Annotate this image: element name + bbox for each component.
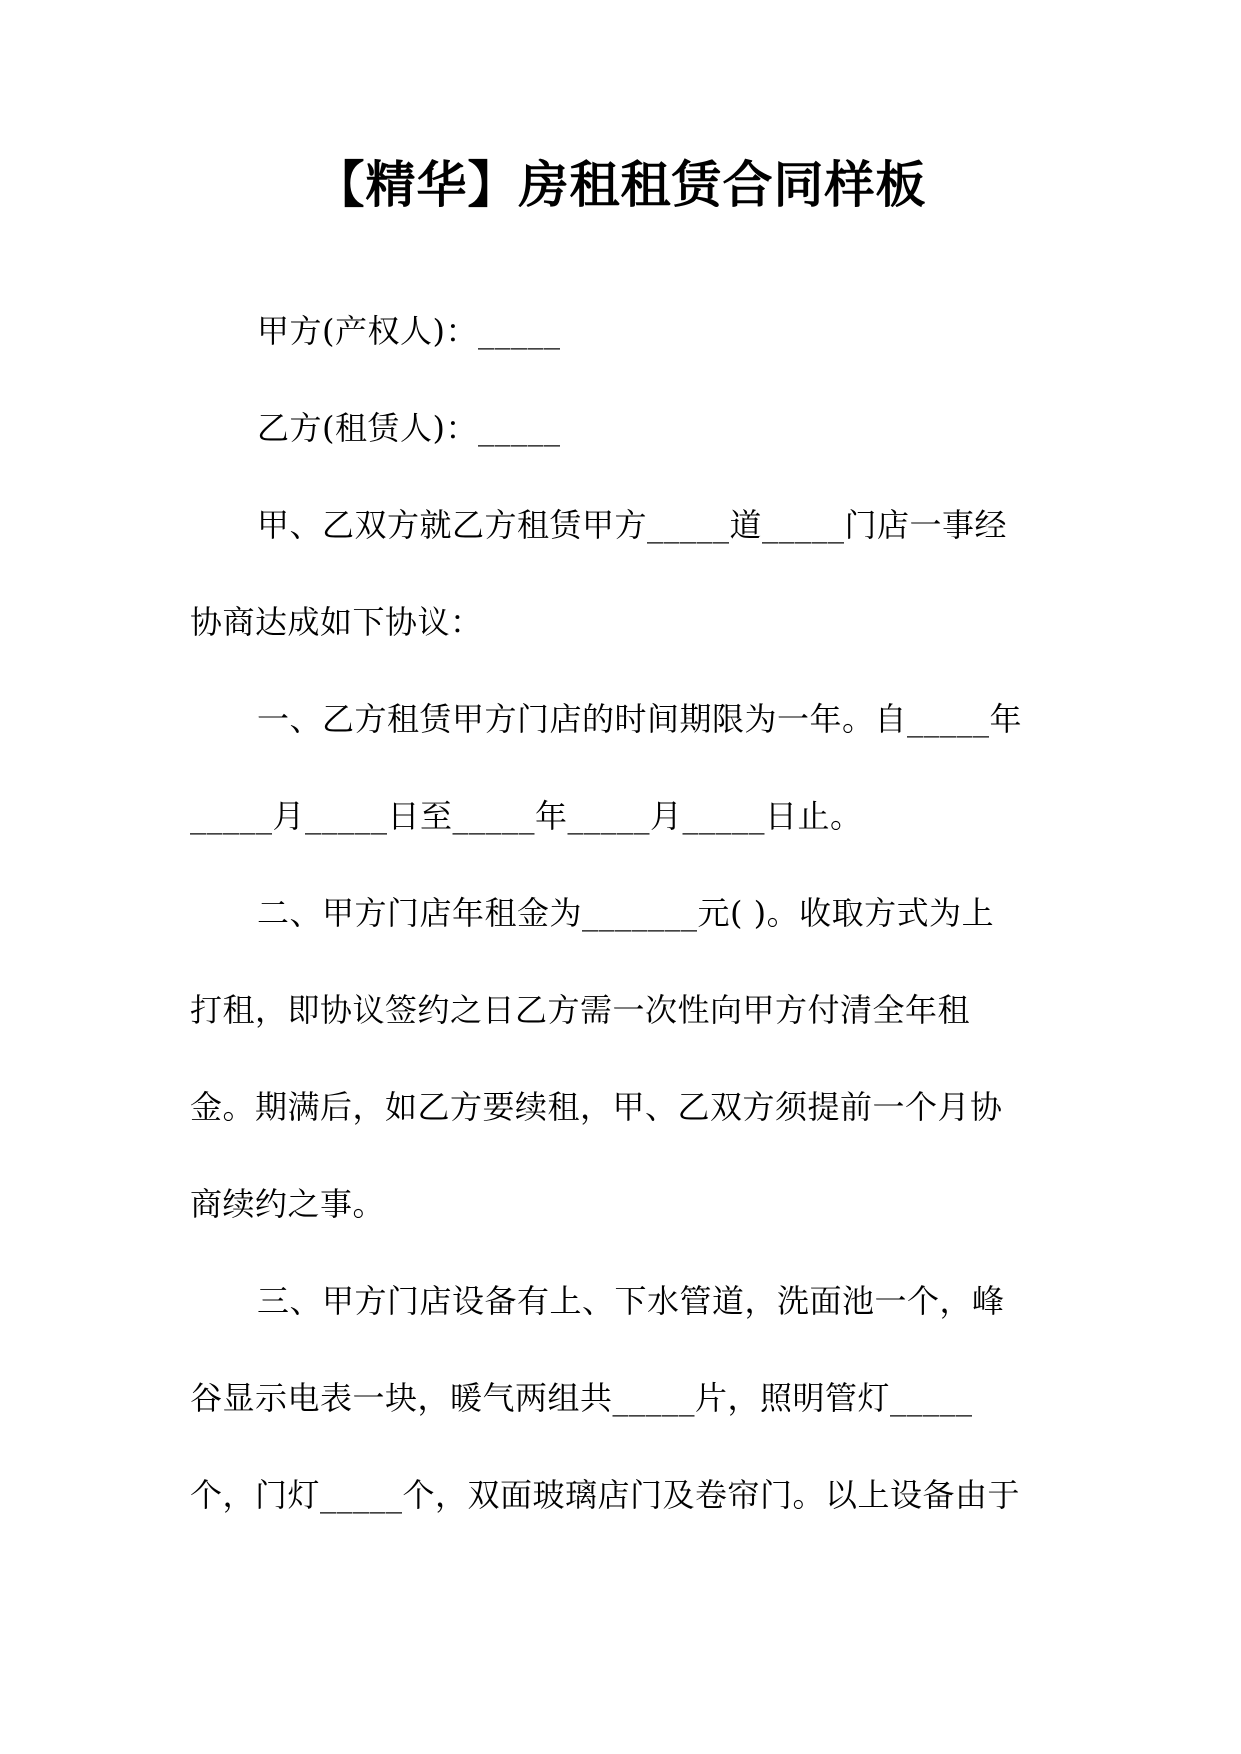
clause-2-line-2: 打租，即协议签约之日乙方需一次性向甲方付清全年租: [190, 991, 971, 1029]
party-b-line: 乙方(租赁人)：_____: [257, 409, 561, 447]
clause-3-line-1: 三、甲方门店设备有上、下水管道，洗面池一个，峰: [257, 1282, 1005, 1320]
clause-1-line-2: _____月_____日至_____年_____月_____日止。: [190, 797, 863, 835]
party-a-line: 甲方(产权人)：_____: [257, 312, 561, 350]
preamble-line-1: 甲、乙双方就乙方租赁甲方_____道_____门店一事经: [257, 506, 1008, 544]
clause-2-line-4: 商续约之事。: [190, 1185, 386, 1223]
document-title: 【精华】房租租赁合同样板: [314, 156, 927, 214]
clause-2-line-3: 金。期满后，如乙方要续租，甲、乙双方须提前一个月协: [190, 1088, 1003, 1126]
clause-1-line-1: 一、乙方租赁甲方门店的时间期限为一年。自_____年: [257, 700, 1023, 738]
clause-3-line-3: 个，门灯_____个，双面玻璃店门及卷帘门。以上设备由于: [190, 1476, 1021, 1514]
clause-3-line-2: 谷显示电表一块，暖气两组共_____片，照明管灯_____: [190, 1379, 973, 1417]
clause-2-line-1: 二、甲方门店年租金为_______元( )。收取方式为上: [257, 894, 995, 932]
preamble-line-2: 协商达成如下协议：: [190, 603, 483, 641]
